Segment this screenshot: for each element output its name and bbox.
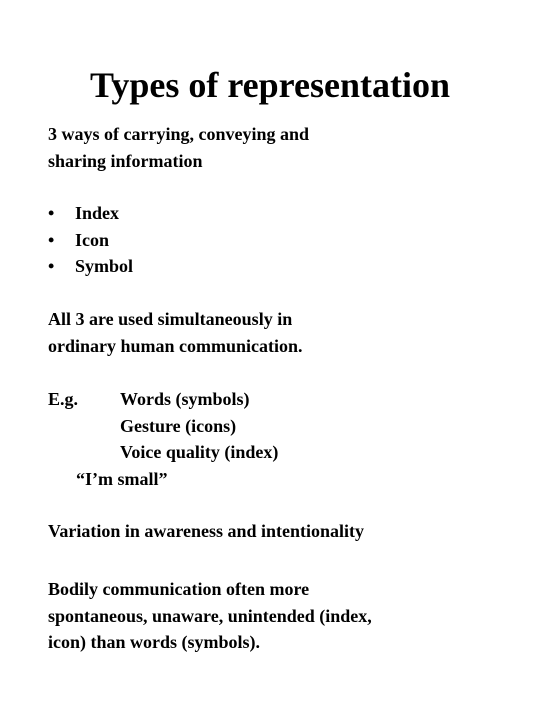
example-quote: “I’m small” [76,468,168,489]
simultaneous-line-2: ordinary human communication. [48,335,303,356]
bullet-icon: • [48,203,55,223]
variation-paragraph: Variation in awareness and intentionality [48,521,365,541]
list-item-icon [48,227,133,254]
intro-paragraph [48,121,309,174]
bullet-icon: • [48,256,55,276]
list-item-label: Symbol [75,256,134,276]
example-item-gesture: Gesture (icons) [120,415,237,436]
bullet-icon: • [48,229,55,250]
simultaneous-line-1: All 3 are used simultaneously in [48,309,293,329]
slide-title: Types of representation [90,65,450,105]
representation-types-list [48,200,133,280]
list-item-index [48,200,133,227]
bodily-line-1: Bodily communication often more [48,579,310,599]
intro-line-2: sharing information [48,150,203,171]
bodily-paragraph [48,576,372,656]
list-item-label: Index [75,203,120,223]
example-item-words: Words (symbols) [120,389,250,409]
list-item-label: Icon [75,229,110,250]
bodily-line-3: icon) than words (symbols). [48,632,261,652]
simultaneous-paragraph [48,306,303,359]
intro-line-1: 3 ways of carrying, conveying and [48,124,309,144]
example-label: E.g. [48,389,79,409]
example-item-voice: Voice quality (index) [120,442,279,462]
list-item-symbol [48,253,133,280]
bodily-line-2: spontaneous, unaware, unintended (index, [48,605,372,626]
